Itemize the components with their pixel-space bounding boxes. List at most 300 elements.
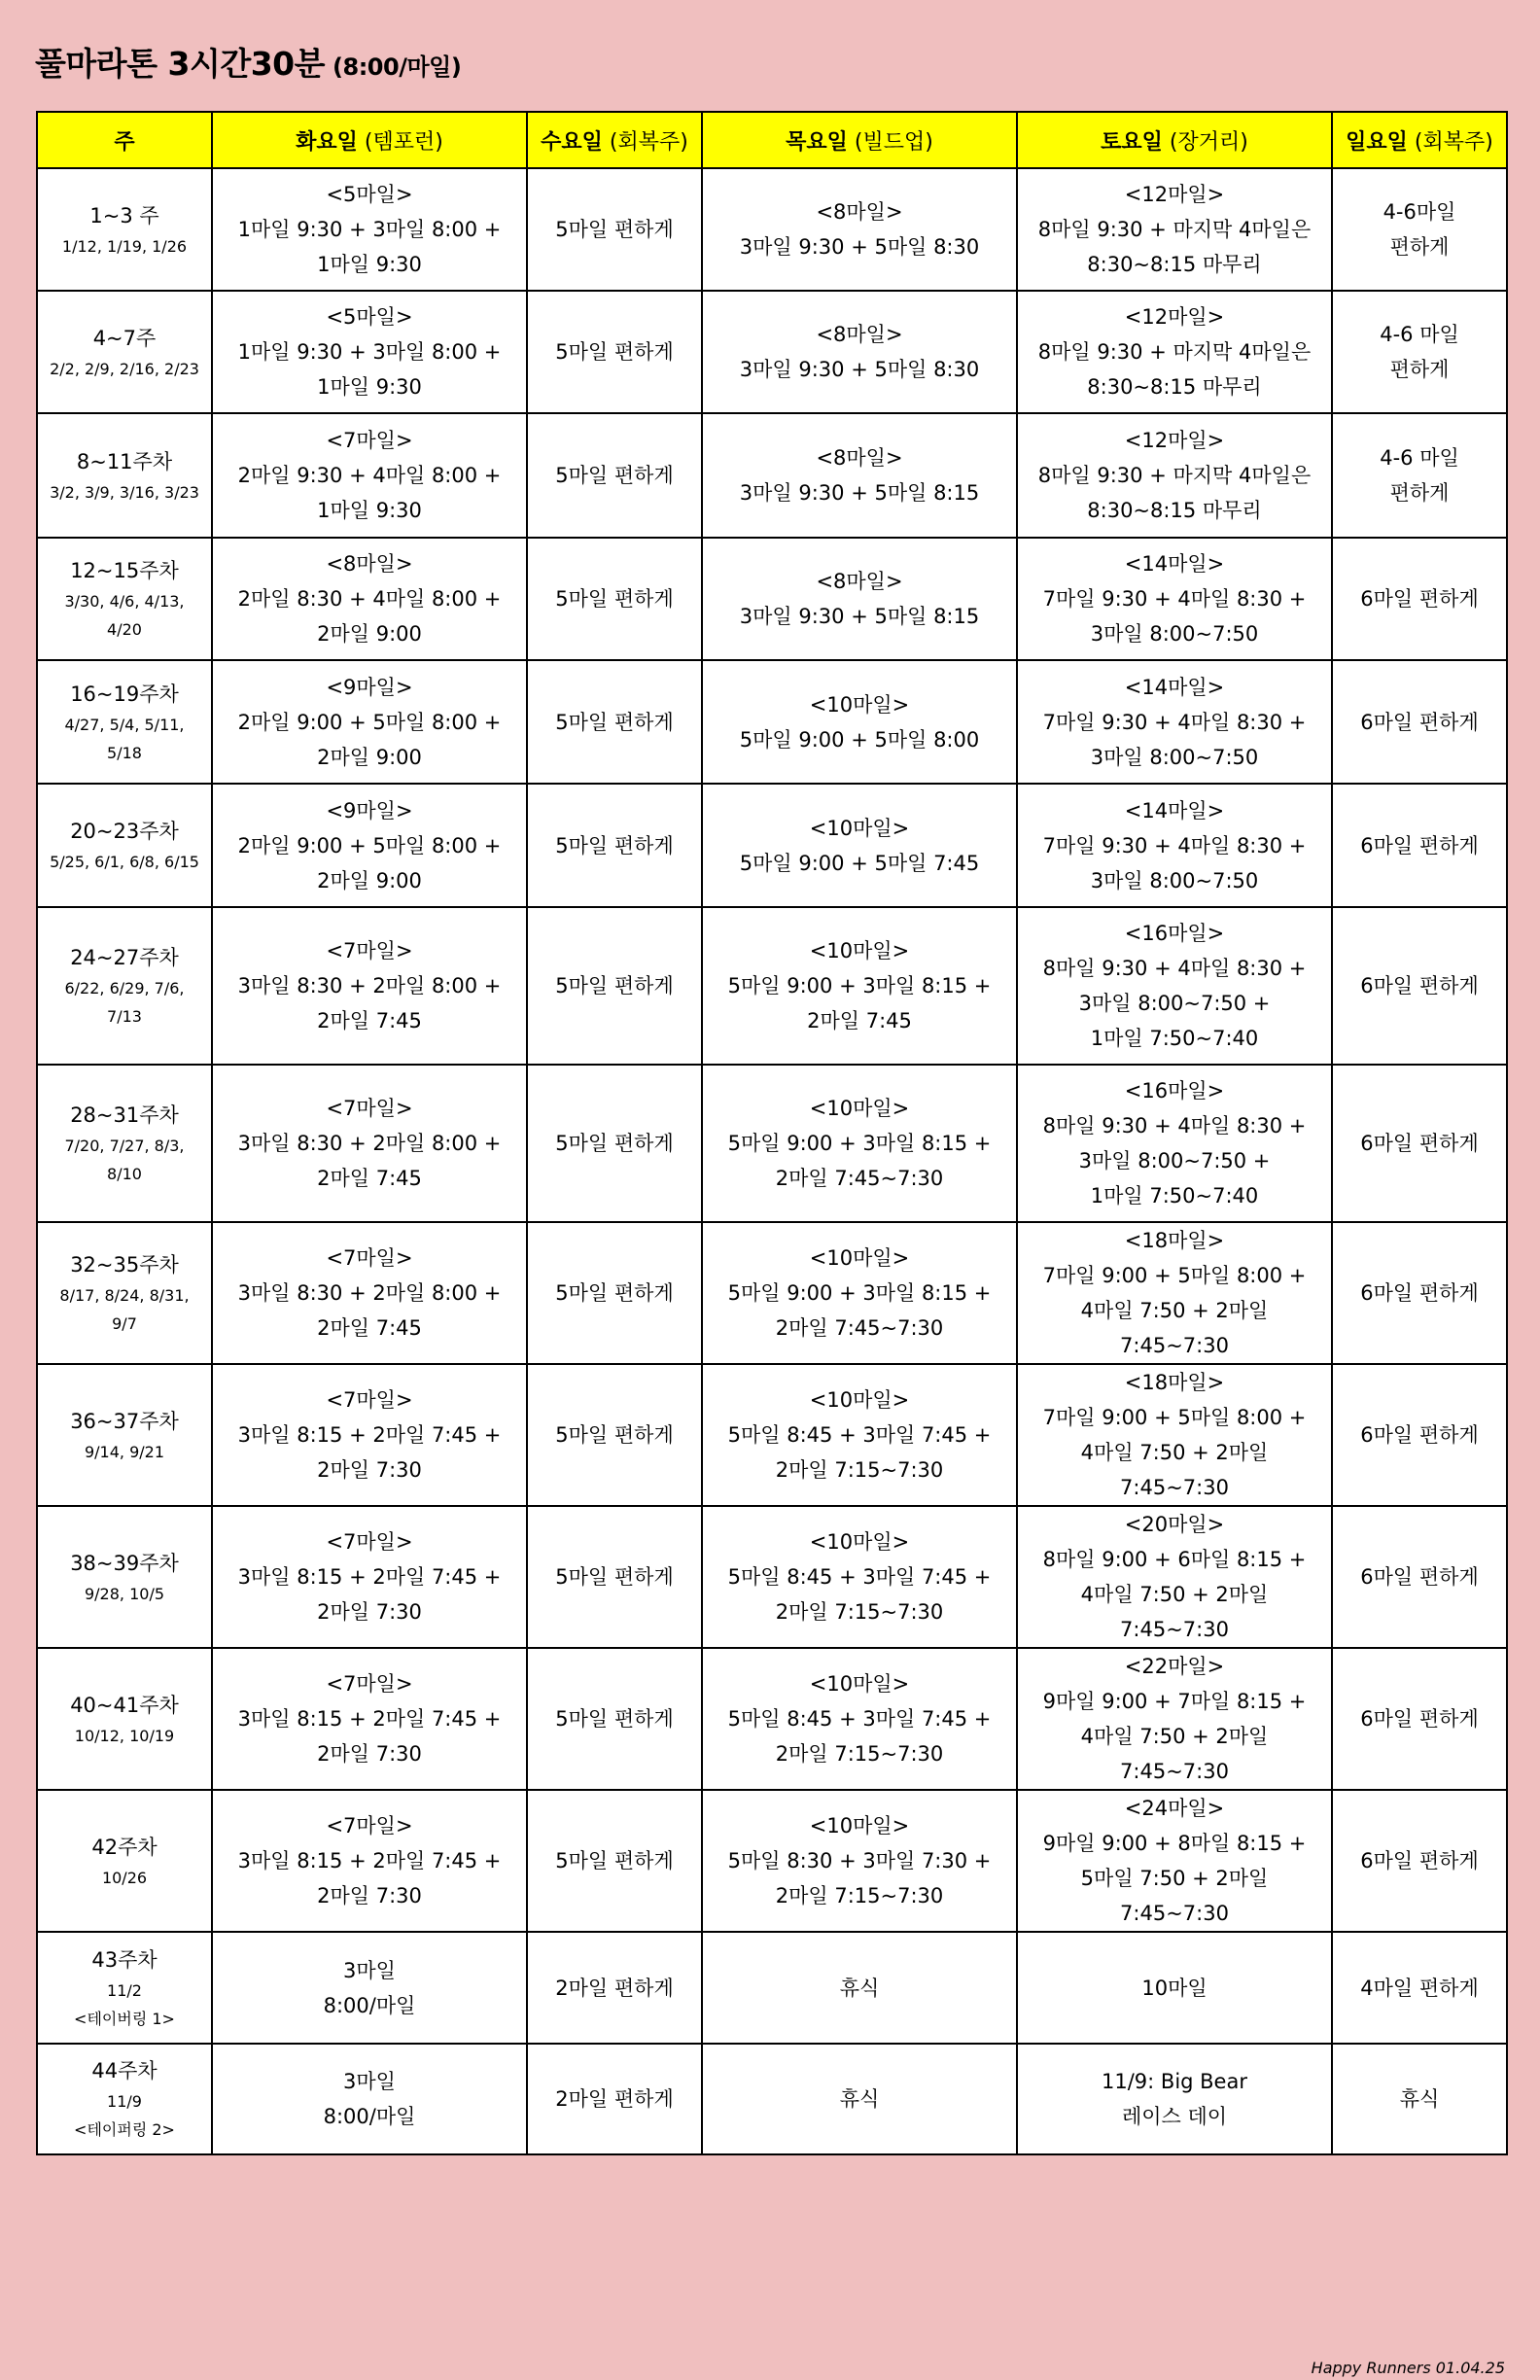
training-plan-table (36, 111, 1508, 2155)
workout-line: 2마일 7:30 (317, 1458, 422, 1482)
wednesday-cell (527, 660, 702, 784)
workout-line: <9마일> (326, 798, 413, 822)
thursday-cell (702, 2044, 1017, 2154)
week-dates: 11/2 (107, 1980, 142, 2000)
sunday-cell (1332, 1065, 1507, 1222)
table-row (37, 907, 1507, 1065)
workout-line: 8:00/마일 (323, 2105, 416, 2128)
workout-line: 4-6 마일 (1380, 446, 1459, 470)
wednesday-cell (527, 1065, 702, 1222)
wednesday-cell (527, 168, 702, 291)
workout-line: 6마일 편하게 (1360, 833, 1479, 858)
workout-line: <8마일> (326, 552, 413, 576)
workout-line: 편하게 (1389, 358, 1450, 381)
workout-line: 6마일 편하게 (1360, 1281, 1479, 1305)
workout-line: 5마일 8:30 + 3마일 7:30 + (727, 1849, 992, 1872)
sunday-cell (1332, 1506, 1507, 1648)
week-dates: 2/2, 2/9, 2/16, 2/23 (50, 359, 199, 378)
workout-line: 6마일 편하게 (1360, 710, 1479, 734)
workout-line: 5마일 7:50 + 2마일 7:45~7:30 (1080, 1867, 1269, 1925)
saturday-cell (1017, 1648, 1332, 1790)
wednesday-cell (527, 291, 702, 413)
workout-line: 8마일 9:30 + 4마일 8:30 + (1042, 957, 1307, 980)
workout-line: <7마일> (326, 1672, 413, 1696)
workout-line: 2마일 7:45 (317, 1167, 422, 1190)
workout-line: <10마일> (809, 1672, 910, 1696)
thursday-cell (702, 538, 1017, 660)
tuesday-cell (212, 1364, 527, 1506)
workout-line: <7마일> (326, 429, 413, 452)
workout-line: 5마일 9:00 + 5마일 7:45 (739, 851, 980, 875)
workout-line: 7마일 9:30 + 4마일 8:30 + (1042, 587, 1307, 611)
workout-line: 5마일 편하게 (555, 1565, 674, 1589)
workout-line: 3마일 8:00~7:50 (1090, 745, 1259, 769)
workout-line: 편하게 (1389, 481, 1450, 505)
workout-line: 8:00/마일 (323, 1993, 416, 2017)
wednesday-cell (527, 2044, 702, 2154)
week-label: 1~3 주 (89, 203, 159, 228)
workout-line: 2마일 7:45 (317, 1009, 422, 1032)
week-cell (37, 1932, 212, 2044)
table-row (37, 1222, 1507, 1364)
workout-line: 5마일 편하게 (555, 218, 674, 241)
table-row (37, 1790, 1507, 1932)
workout-line: 2마일 9:00 (317, 868, 422, 892)
wednesday-cell (527, 1506, 702, 1648)
workout-line: 5마일 편하게 (555, 833, 674, 858)
thursday-cell (702, 291, 1017, 413)
header-week: 주 (37, 112, 212, 168)
workout-line: 편하게 (1389, 235, 1450, 259)
thursday-cell (702, 784, 1017, 907)
table-row (37, 291, 1507, 413)
workout-line: 3마일 9:30 + 5마일 8:15 (739, 481, 980, 505)
tuesday-cell (212, 907, 527, 1065)
table-row (37, 168, 1507, 291)
workout-line: <14마일> (1124, 552, 1225, 576)
workout-line: 3마일 9:30 + 5마일 8:15 (739, 605, 980, 628)
sunday-cell (1332, 413, 1507, 538)
workout-line: <5마일> (326, 183, 413, 206)
workout-line: 3마일 9:30 + 5마일 8:30 (739, 358, 980, 381)
workout-line: 3마일 9:30 + 5마일 8:30 (739, 235, 980, 259)
workout-line: <24마일> (1124, 1797, 1225, 1820)
saturday-cell (1017, 1506, 1332, 1648)
workout-line: 레이스 데이 (1121, 2105, 1228, 2128)
workout-line: <8마일> (816, 570, 903, 593)
workout-line: 6마일 편하게 (1360, 1849, 1479, 1872)
tuesday-cell (212, 784, 527, 907)
wednesday-cell (527, 538, 702, 660)
sunday-cell (1332, 2044, 1507, 2154)
workout-line: 2마일 7:15~7:30 (775, 1458, 944, 1482)
tuesday-cell (212, 1506, 527, 1648)
workout-line: 2마일 8:30 + 4마일 8:00 + (237, 587, 502, 611)
workout-line: 9마일 9:00 + 7마일 8:15 + (1042, 1690, 1307, 1713)
sunday-cell (1332, 784, 1507, 907)
workout-line: <16마일> (1124, 922, 1225, 945)
workout-line: 3마일 (343, 1958, 396, 1982)
workout-line: 4마일 7:50 + 2마일 7:45~7:30 (1080, 1725, 1269, 1783)
tuesday-cell (212, 1222, 527, 1364)
week-cell (37, 1222, 212, 1364)
week-dates: <테이버링 1> (74, 2009, 175, 2028)
workout-line: 2마일 7:15~7:30 (775, 1884, 944, 1908)
workout-line: 5마일 편하게 (555, 1132, 674, 1155)
workout-line: <12마일> (1124, 305, 1225, 329)
week-cell (37, 660, 212, 784)
workout-line: 4마일 7:50 + 2마일 7:45~7:30 (1080, 1299, 1269, 1357)
week-cell (37, 1364, 212, 1506)
workout-line: 8:30~8:15 마무리 (1087, 499, 1262, 522)
tuesday-cell (212, 1790, 527, 1932)
workout-line: <10마일> (809, 1246, 910, 1270)
workout-line: 3마일 8:00~7:50 + (1078, 1149, 1271, 1172)
header-tuesday: 화요일 (템포런) (212, 112, 527, 168)
workout-line: <14마일> (1124, 798, 1225, 822)
workout-line: <20마일> (1124, 1513, 1225, 1536)
workout-line: <18마일> (1124, 1229, 1225, 1252)
week-dates: 3/2, 3/9, 3/16, 3/23 (50, 482, 199, 502)
header-thursday: 목요일 (빌드업) (702, 112, 1017, 168)
workout-line: 3마일 8:00~7:50 (1090, 868, 1259, 892)
week-dates: 1/12, 1/19, 1/26 (61, 236, 188, 256)
workout-line: 휴식 (839, 2087, 880, 2111)
workout-line: 6마일 편하게 (1360, 587, 1479, 611)
week-label: 12~15주차 (70, 559, 179, 582)
workout-line: 1마일 9:30 + 3마일 8:00 + (237, 218, 502, 241)
workout-line: 3마일 8:00~7:50 (1090, 622, 1259, 646)
tuesday-cell (212, 538, 527, 660)
workout-line: 2마일 9:00 (317, 745, 422, 769)
thursday-cell (702, 1222, 1017, 1364)
week-dates: 9/14, 9/21 (84, 1442, 165, 1461)
workout-line: 5마일 9:00 + 3마일 8:15 + (727, 1132, 992, 1155)
header-wednesday: 수요일 (회복주) (527, 112, 702, 168)
wednesday-cell (527, 1790, 702, 1932)
thursday-cell (702, 1506, 1017, 1648)
workout-line: 2마일 7:45~7:30 (775, 1167, 944, 1190)
workout-line: 2마일 편하게 (555, 2087, 674, 2111)
title-main: 풀마라톤 3시간30분 (35, 45, 326, 83)
week-dates: 10/12, 10/19 (74, 1726, 175, 1745)
sunday-cell (1332, 1222, 1507, 1364)
wednesday-cell (527, 1932, 702, 2044)
tuesday-cell (212, 2044, 527, 2154)
workout-line: <7마일> (326, 1814, 413, 1838)
workout-line: 3마일 8:30 + 2마일 8:00 + (237, 1132, 502, 1155)
workout-line: 5마일 편하게 (555, 464, 674, 487)
week-dates: 10/26 (101, 1868, 148, 1887)
workout-line: 5마일 8:45 + 3마일 7:45 + (727, 1423, 992, 1447)
saturday-cell (1017, 2044, 1332, 2154)
week-label: 42주차 (91, 1835, 158, 1859)
workout-line: 9마일 9:00 + 8마일 8:15 + (1042, 1832, 1307, 1855)
sunday-cell (1332, 538, 1507, 660)
week-dates: 7/20, 7/27, 8/3, (64, 1137, 185, 1155)
workout-line: <12마일> (1124, 183, 1225, 206)
thursday-cell (702, 1364, 1017, 1506)
week-dates: 5/18 (107, 743, 142, 762)
workout-line: <10마일> (809, 1097, 910, 1120)
header-saturday: 토요일 (장거리) (1017, 112, 1332, 168)
week-dates: 8/10 (107, 1165, 142, 1183)
saturday-cell (1017, 907, 1332, 1065)
saturday-cell (1017, 168, 1332, 291)
workout-line: 5마일 8:45 + 3마일 7:45 + (727, 1707, 992, 1731)
workout-line: <10마일> (809, 692, 910, 717)
table-row (37, 1065, 1507, 1222)
table-row (37, 660, 1507, 784)
week-dates: 11/9 (107, 2092, 142, 2111)
week-label: 28~31주차 (70, 1103, 179, 1127)
tuesday-cell (212, 168, 527, 291)
workout-line: <7마일> (326, 1388, 413, 1412)
workout-line: <8마일> (816, 200, 903, 224)
thursday-cell (702, 168, 1017, 291)
workout-line: 8:30~8:15 마무리 (1087, 253, 1262, 276)
title-sub: (8:00/마일) (332, 53, 462, 81)
week-dates: 9/7 (112, 1314, 137, 1333)
workout-line: 3마일 8:15 + 2마일 7:45 + (237, 1565, 502, 1589)
saturday-cell (1017, 1790, 1332, 1932)
thursday-cell (702, 413, 1017, 538)
wednesday-cell (527, 907, 702, 1065)
week-label: 4~7주 (92, 326, 157, 350)
workout-line: 5마일 9:00 + 3마일 8:15 + (727, 974, 992, 998)
workout-line: 2마일 9:00 + 5마일 8:00 + (237, 710, 502, 734)
workout-line: <5마일> (326, 305, 413, 329)
week-label: 38~39주차 (70, 1551, 179, 1575)
workout-line: 2마일 7:15~7:30 (775, 1742, 944, 1766)
week-dates: 3/30, 4/6, 4/13, (64, 592, 185, 611)
workout-line: 7마일 9:00 + 5마일 8:00 + (1042, 1406, 1307, 1429)
tuesday-cell (212, 291, 527, 413)
saturday-cell (1017, 291, 1332, 413)
sunday-cell (1332, 1364, 1507, 1506)
workout-line: <10마일> (809, 1814, 910, 1838)
sunday-cell (1332, 907, 1507, 1065)
workout-line: 5마일 편하게 (555, 1707, 674, 1731)
wednesday-cell (527, 784, 702, 907)
workout-line: 7마일 9:00 + 5마일 8:00 + (1042, 1264, 1307, 1287)
workout-line: 8:30~8:15 마무리 (1087, 375, 1262, 399)
workout-line: 3마일 8:00~7:50 + (1078, 992, 1271, 1015)
workout-line: 5마일 편하게 (555, 710, 674, 734)
sunday-cell (1332, 660, 1507, 784)
sunday-cell (1332, 291, 1507, 413)
week-dates: 4/27, 5/4, 5/11, (64, 715, 185, 734)
table-row (37, 538, 1507, 660)
week-dates: 5/25, 6/1, 6/8, 6/15 (50, 853, 199, 871)
sunday-cell (1332, 168, 1507, 291)
week-label: 8~11주차 (76, 449, 173, 473)
workout-line: 2마일 편하게 (555, 1976, 674, 2000)
week-label: 44주차 (91, 2059, 158, 2082)
week-cell (37, 413, 212, 538)
wednesday-cell (527, 1364, 702, 1506)
workout-line: 2마일 9:00 + 5마일 8:00 + (237, 833, 502, 858)
week-label: 43주차 (91, 1947, 158, 1972)
saturday-cell (1017, 1065, 1332, 1222)
workout-line: 4마일 7:50 + 2마일 7:45~7:30 (1080, 1441, 1269, 1499)
workout-line: 4-6마일 (1382, 200, 1456, 224)
workout-line: 2마일 9:00 (317, 622, 422, 646)
wednesday-cell (527, 1222, 702, 1364)
workout-line: 2마일 7:45 (807, 1009, 912, 1032)
thursday-cell (702, 1790, 1017, 1932)
workout-line: 4-6 마일 (1380, 323, 1459, 346)
workout-line: 2마일 9:30 + 4마일 8:00 + (237, 464, 502, 487)
workout-line: 7마일 9:30 + 4마일 8:30 + (1042, 710, 1307, 734)
workout-line: 3마일 8:15 + 2마일 7:45 + (237, 1849, 502, 1872)
saturday-cell (1017, 1932, 1332, 2044)
workout-line: 6마일 편하게 (1360, 1565, 1479, 1589)
workout-line: 5마일 편하게 (555, 1423, 674, 1447)
workout-line: 2마일 7:45~7:30 (775, 1316, 944, 1340)
workout-line: 5마일 9:00 + 3마일 8:15 + (727, 1281, 992, 1305)
thursday-cell (702, 1065, 1017, 1222)
workout-line: 10마일 (1141, 1976, 1208, 2000)
workout-line: 5마일 편하게 (555, 340, 674, 364)
workout-line: 3마일 8:30 + 2마일 8:00 + (237, 974, 502, 998)
workout-line: 2마일 7:30 (317, 1884, 422, 1908)
workout-line: <8마일> (816, 323, 903, 346)
workout-line: 3마일 8:15 + 2마일 7:45 + (237, 1707, 502, 1731)
workout-line: 3마일 8:30 + 2마일 8:00 + (237, 1281, 502, 1305)
workout-line: 1마일 7:50~7:40 (1090, 1184, 1259, 1208)
workout-line: 5마일 편하게 (555, 1281, 674, 1305)
footer-credit: Happy Runners 01.04.25 (1311, 2359, 1505, 2377)
workout-line: 3마일 (343, 2070, 396, 2093)
week-dates: 4/20 (107, 620, 142, 639)
week-dates: 6/22, 6/29, 7/6, 7/13 (64, 979, 185, 1026)
workout-line: 6마일 편하게 (1360, 1423, 1479, 1447)
workout-line: <10마일> (809, 816, 910, 840)
saturday-cell (1017, 1364, 1332, 1506)
table-row (37, 413, 1507, 538)
workout-line: <22마일> (1124, 1655, 1225, 1678)
workout-line: 6마일 편하게 (1360, 974, 1479, 998)
week-cell (37, 1790, 212, 1932)
tuesday-cell (212, 660, 527, 784)
workout-line: 8마일 9:30 + 4마일 8:30 + (1042, 1114, 1307, 1138)
week-dates: 9/28, 10/5 (84, 1584, 165, 1603)
table-body (37, 168, 1507, 2154)
workout-line: <10마일> (809, 939, 910, 962)
workout-line: 5마일 편하게 (555, 1849, 674, 1872)
workout-line: 3마일 8:15 + 2마일 7:45 + (237, 1423, 502, 1447)
table-row (37, 2044, 1507, 2154)
workout-line: 1마일 9:30 (317, 499, 422, 522)
tuesday-cell (212, 1932, 527, 2044)
table-header-row (37, 112, 1507, 168)
week-label: 24~27주차 (70, 946, 179, 969)
workout-line: 2마일 7:15~7:30 (775, 1600, 944, 1624)
saturday-cell (1017, 784, 1332, 907)
workout-line: 4마일 편하게 (1360, 1976, 1479, 2000)
week-label: 32~35주차 (70, 1253, 179, 1277)
workout-line: 8마일 9:30 + 마지막 4마일은 (1037, 218, 1312, 241)
week-cell (37, 2044, 212, 2154)
workout-line: 2마일 7:45 (317, 1316, 422, 1340)
workout-line: 7마일 9:30 + 4마일 8:30 + (1042, 833, 1307, 858)
workout-line: <7마일> (326, 1246, 413, 1270)
workout-line: <7마일> (326, 1097, 413, 1120)
workout-line: <14마일> (1124, 675, 1225, 699)
week-cell (37, 291, 212, 413)
saturday-cell (1017, 538, 1332, 660)
workout-line: 5마일 8:45 + 3마일 7:45 + (727, 1565, 992, 1589)
workout-line: <18마일> (1124, 1371, 1225, 1394)
table-row (37, 1506, 1507, 1648)
workout-line: 6마일 편하게 (1360, 1707, 1479, 1731)
workout-line: 11/9: Big Bear (1102, 2070, 1247, 2093)
saturday-cell (1017, 1222, 1332, 1364)
workout-line: 4마일 7:50 + 2마일 7:45~7:30 (1080, 1583, 1269, 1641)
week-cell (37, 784, 212, 907)
tuesday-cell (212, 413, 527, 538)
wednesday-cell (527, 1648, 702, 1790)
workout-line: 1마일 9:30 + 3마일 8:00 + (237, 340, 502, 364)
week-dates: <테이퍼링 2> (74, 2120, 175, 2139)
thursday-cell (702, 1932, 1017, 2044)
workout-line: <7마일> (326, 939, 413, 962)
saturday-cell (1017, 413, 1332, 538)
header-sunday: 일요일 (회복주) (1332, 112, 1507, 168)
week-dates: 8/17, 8/24, 8/31, (59, 1286, 190, 1305)
workout-line: 휴식 (839, 1976, 880, 2000)
workout-line: 1마일 7:50~7:40 (1090, 1027, 1259, 1050)
week-label: 20~23주차 (70, 820, 179, 843)
week-cell (37, 538, 212, 660)
workout-line: 5마일 편하게 (555, 587, 674, 611)
table-row (37, 1648, 1507, 1790)
table-row (37, 784, 1507, 907)
sunday-cell (1332, 1932, 1507, 2044)
week-cell (37, 907, 212, 1065)
thursday-cell (702, 907, 1017, 1065)
workout-line: 5마일 편하게 (555, 974, 674, 998)
wednesday-cell (527, 413, 702, 538)
thursday-cell (702, 1648, 1017, 1790)
sunday-cell (1332, 1648, 1507, 1790)
workout-line: 2마일 7:30 (317, 1600, 422, 1624)
tuesday-cell (212, 1648, 527, 1790)
table-row (37, 1364, 1507, 1506)
workout-line: <16마일> (1124, 1079, 1225, 1102)
week-cell (37, 168, 212, 291)
week-label: 36~37주차 (70, 1409, 179, 1433)
workout-line: 2마일 7:30 (317, 1742, 422, 1766)
table-row (37, 1932, 1507, 2044)
week-label: 16~19주차 (70, 682, 179, 706)
week-label: 40~41주차 (70, 1693, 179, 1717)
workout-line: 5마일 9:00 + 5마일 8:00 (739, 727, 980, 752)
page-title (35, 39, 461, 85)
week-cell (37, 1065, 212, 1222)
saturday-cell (1017, 660, 1332, 784)
workout-line: <9마일> (326, 675, 413, 699)
workout-line: 1마일 9:30 (317, 253, 422, 276)
workout-line: 휴식 (1399, 2087, 1440, 2111)
sunday-cell (1332, 1790, 1507, 1932)
thursday-cell (702, 660, 1017, 784)
workout-line: <12마일> (1124, 429, 1225, 452)
workout-line: 1마일 9:30 (317, 375, 422, 399)
workout-line: <10마일> (809, 1388, 910, 1412)
workout-line: <8마일> (816, 446, 903, 470)
